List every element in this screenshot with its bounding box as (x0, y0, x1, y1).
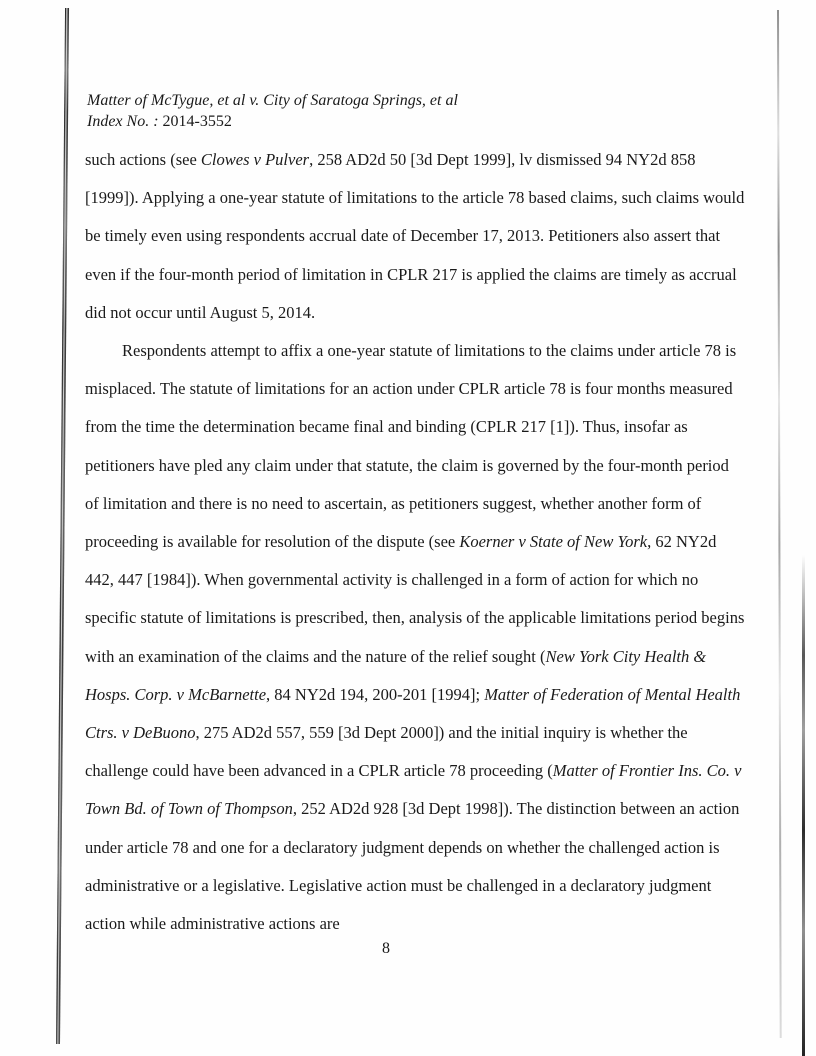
scan-artifact-left-line (56, 8, 69, 1044)
page-footer (0, 940, 772, 958)
case-citation: Clowes v Pulver (200, 150, 310, 169)
text-run: , 258 AD2d 50 [3d Dept 1999], lv dismissed 94 NY2d 858 [1999]). Applying a one-year statute of limitations to the article 78 based claims, such claims would be timely even using respondents accrual date of December 17, 2013. Petitioners also assert that even if the four-month period of limitation in CPLR 217 is applied the claims are timely as accrual did not occur until August 5, 2014. (85, 150, 745, 322)
document-body (85, 141, 745, 943)
text-run: 2014-3552 (162, 113, 232, 130)
text-run: Respondents attempt to affix a one-year statute of limitations to the claims under article 78 is misplaced. The statute of limitations for an action under CPLR article 78 is four months measured from the time the determination became final and binding (CPLR 217 [1]). Thus, insofar as petitioners have pled any claim under that statute, the claim is governed by the four-month period of limitation and there is no need to ascertain, as petitioners suggest, whether another form of proceeding is available for resolution of the dispute (see (85, 341, 737, 552)
text-run: , 252 AD2d 928 [3d Dept 1998]). The distinction between an action under article 78 and one for a declaratory judgment depends on whether the challenged action is administrative or a legislative. Legislative action must be challenged in a declaratory judgment action while administrative actions are (85, 799, 740, 934)
case-citation: Koerner v State of New York (459, 532, 648, 552)
scan-artifact-right-line-faint (777, 10, 782, 1038)
page-number: 8 (382, 940, 390, 957)
text-run: , 84 NY2d 194, 200-201 [1994]; (266, 684, 485, 704)
case-caption (87, 90, 458, 111)
paragraph-continuation (85, 141, 745, 332)
case-citation: Matter of McTygue, et al v. City of Saratoga Springs, et al (87, 92, 458, 109)
text-run: such actions (see (85, 150, 201, 169)
text-run: , 275 AD2d 557, 559 [3d Dept 2000]) and the initial inquiry is whether the challenge could have been advanced in a CPLR article 78 proceeding ( (85, 723, 688, 781)
document-header (87, 90, 458, 132)
case-citation: Matter of Frontier Ins. Co. v Town Bd. of Town of Thompson (85, 761, 742, 819)
index-number-line (87, 111, 458, 132)
case-citation: New York City Health & Hosps. Corp. v McBarnette (85, 646, 707, 704)
scan-artifact-right-line-dark (802, 555, 805, 1056)
case-citation: Index No. : (87, 113, 163, 130)
paragraph-respondents-argument (85, 332, 745, 943)
text-run: , 62 NY2d 442, 447 [1984]). When governmental activity is challenged in a form of action for which no specific statute of limitations is prescribed, then, analysis of the applicable limitations period begins with an examination of the claims and the nature of the relief sought ( (85, 532, 745, 666)
case-citation: Matter of Federation of Mental Health Ctrs. v DeBuono (85, 684, 741, 743)
